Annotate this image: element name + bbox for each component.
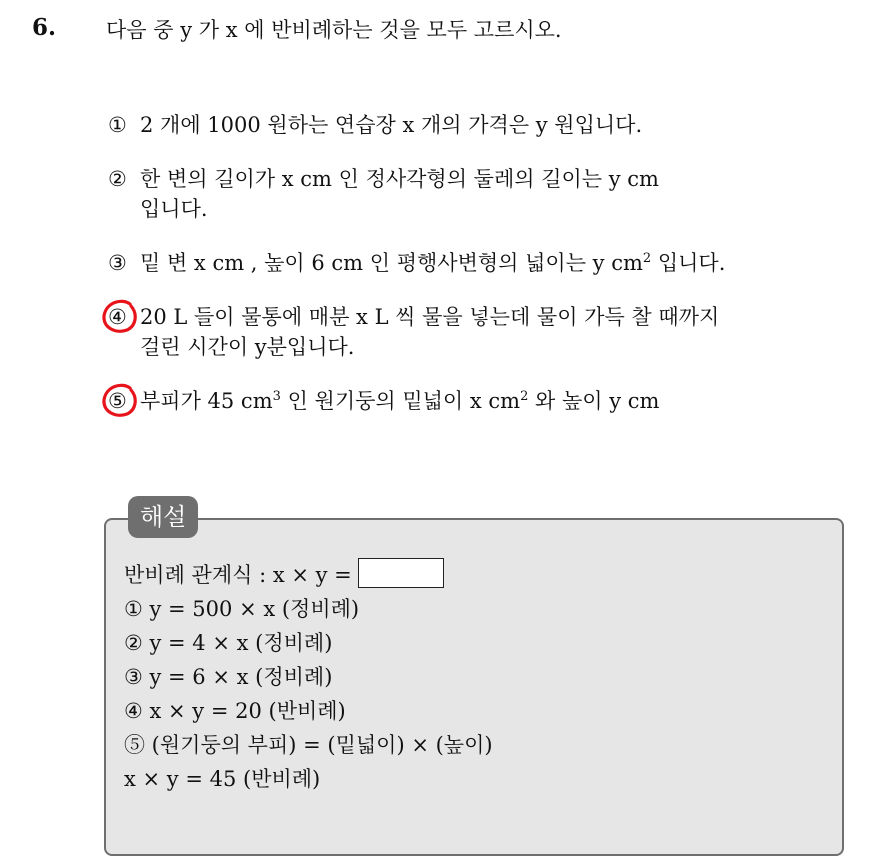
solution-line-7: x × y = 45 (반비례): [124, 767, 321, 791]
option-4-text-cont: 걸린 시간이 y분입니다.: [140, 335, 355, 359]
option-5-text-mid: 인 원기둥의 밑넓이 x cm: [280, 389, 521, 413]
option-1-text: 2 개에 1000 원하는 연습장 x 개의 가격은 y 원입니다.: [140, 113, 643, 137]
option-5: [108, 386, 659, 416]
answer-mark-5: [100, 382, 140, 420]
option-1-number: ①: [108, 113, 127, 137]
option-5-text: 부피가 45 cm: [140, 389, 273, 413]
solution-line-5: ④ x × y = 20 (반비례): [124, 699, 346, 723]
option-4-number: ④: [108, 305, 127, 329]
option-5-number: ⑤: [108, 389, 127, 413]
explanation-tag: 해설: [128, 496, 198, 538]
solution: [124, 558, 493, 796]
option-4: [108, 302, 719, 362]
option-3: [108, 248, 725, 278]
option-2: [108, 164, 659, 224]
option-3-exponent: 2: [642, 251, 652, 266]
question-number: 6.: [32, 14, 57, 41]
solution-line-4: ③ y = 6 × x (정비례): [124, 665, 333, 689]
solution-line-1: [124, 558, 493, 592]
option-1: [108, 110, 642, 140]
option-3-text: 밑 변 x cm , 높이 6 cm 인 평행사변형의 넓이는 y cm: [140, 251, 643, 275]
option-4-text: 20 L 들이 물통에 매분 x L 씩 물을 넣는데 물이 가득 찰 때까지: [140, 305, 720, 329]
answer-blank: [358, 558, 444, 588]
option-3-number: ③: [108, 251, 127, 275]
question-text: 다음 중 y 가 x 에 반비례하는 것을 모두 고르시오.: [106, 18, 562, 42]
solution-line-1-text: 반비례 관계식 : x × y =: [124, 563, 352, 587]
solution-line-6: ⑤ (원기둥의 부피) = (밑넓이) × (높이): [124, 733, 493, 757]
answer-mark-4: [100, 298, 140, 336]
solution-line-2: ① y = 500 × x (정비례): [124, 597, 360, 621]
option-2-text-cont: 입니다.: [140, 197, 208, 221]
option-5-exponent-2: 2: [520, 389, 529, 404]
option-2-number: ②: [108, 167, 127, 191]
solution-line-3: ② y = 4 × x (정비례): [124, 631, 333, 655]
option-3-text-end: 입니다.: [651, 251, 726, 275]
option-5-text-end: 와 높이 y cm: [528, 389, 660, 413]
option-5-exponent-1: 3: [272, 389, 281, 404]
option-2-text: 한 변의 길이가 x cm 인 정사각형의 둘레의 길이는 y cm: [140, 167, 659, 191]
